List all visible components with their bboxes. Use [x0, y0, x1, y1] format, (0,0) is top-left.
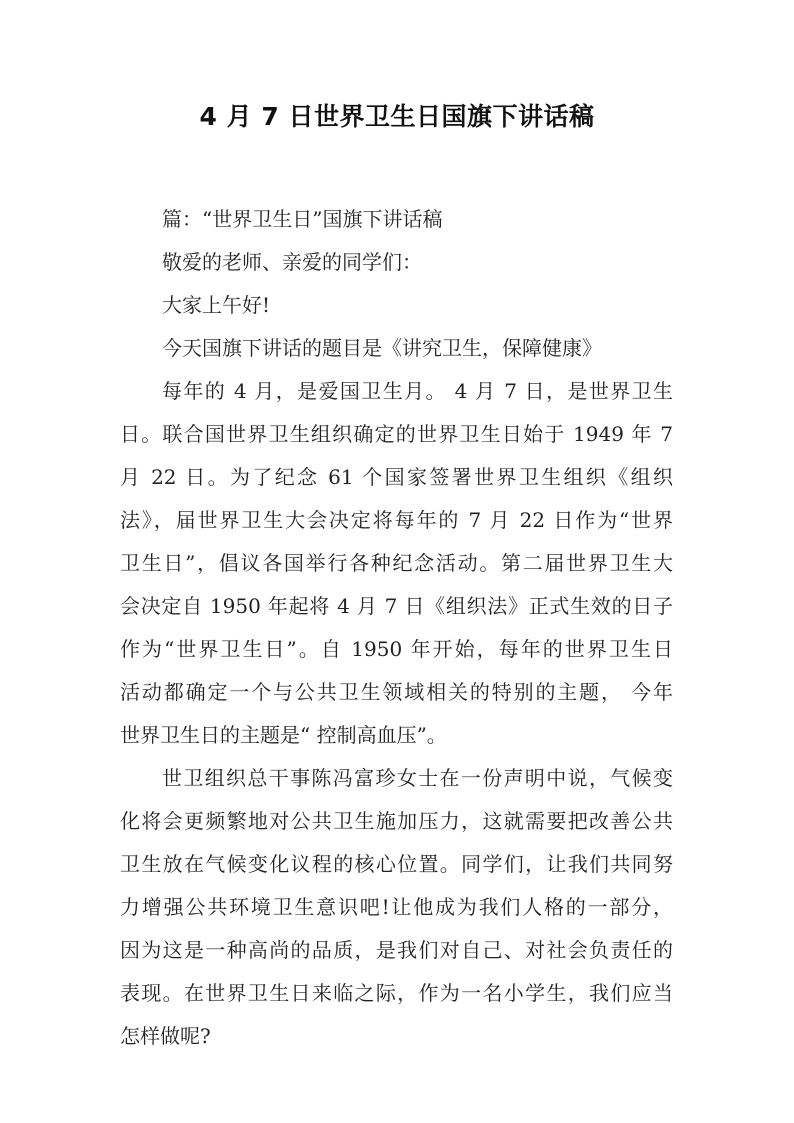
text-line: 每年的 4 月，是爱国卫生月。 4 月 7 日，是世界卫生	[162, 379, 673, 403]
text-line: 卫生放在气候变化议程的核心位置。同学们，让我们共同努	[120, 852, 673, 876]
text-line: 法》，届世界卫生大会决定将每年的 7 月 22 日作为“世界	[120, 508, 673, 532]
text-line: 世界卫生日的主题是“ 控制高血压”。	[120, 723, 447, 747]
text-line: 今天国旗下讲话的题目是《讲究卫生，保障健康》	[162, 336, 602, 360]
text-line: 力增强公共环境卫生意识吧!让他成为我们人格的一部分，	[120, 895, 673, 919]
text-line: 世卫组织总干事陈冯富珍女士在一份声明中说，气候变	[162, 766, 673, 790]
text-line: 因为这是一种高尚的品质，是我们对自己、对社会负责任的	[120, 938, 673, 962]
text-line: 化将会更频繁地对公共卫生施加压力，这就需要把改善公共	[120, 809, 673, 833]
text-line: 卫生日”，倡议各国举行各种纪念活动。第二届世界卫生大	[120, 551, 673, 575]
text-line: 大家上午好!	[162, 293, 271, 317]
text-line: 日。联合国世界卫生组织确定的世界卫生日始于 1949 年 7	[120, 422, 673, 446]
text-line: 月 22 日。为了纪念 61 个国家签署世界卫生组织《组织	[120, 465, 673, 489]
text-line: 篇：“世界卫生日”国旗下讲话稿	[162, 207, 443, 231]
text-line: 会决定自 1950 年起将 4 月 7 日《组织法》正式生效的日子	[120, 594, 673, 618]
document-title: 4 月 7 日世界卫生日国旗下讲话稿	[199, 102, 595, 131]
document-body	[120, 198, 680, 1058]
text-line: 作为“世界卫生日”。自 1950 年开始，每年的世界卫生日	[120, 637, 673, 661]
text-line: 活动都确定一个与公共卫生领域相关的特别的主题， 今年	[120, 680, 673, 704]
text-line: 表现。在世界卫生日来临之际，作为一名小学生，我们应当	[120, 981, 673, 1005]
text-line: 怎样做呢?	[120, 1024, 211, 1048]
text-line: 敬爱的老师、亲爱的同学们：	[162, 250, 422, 274]
